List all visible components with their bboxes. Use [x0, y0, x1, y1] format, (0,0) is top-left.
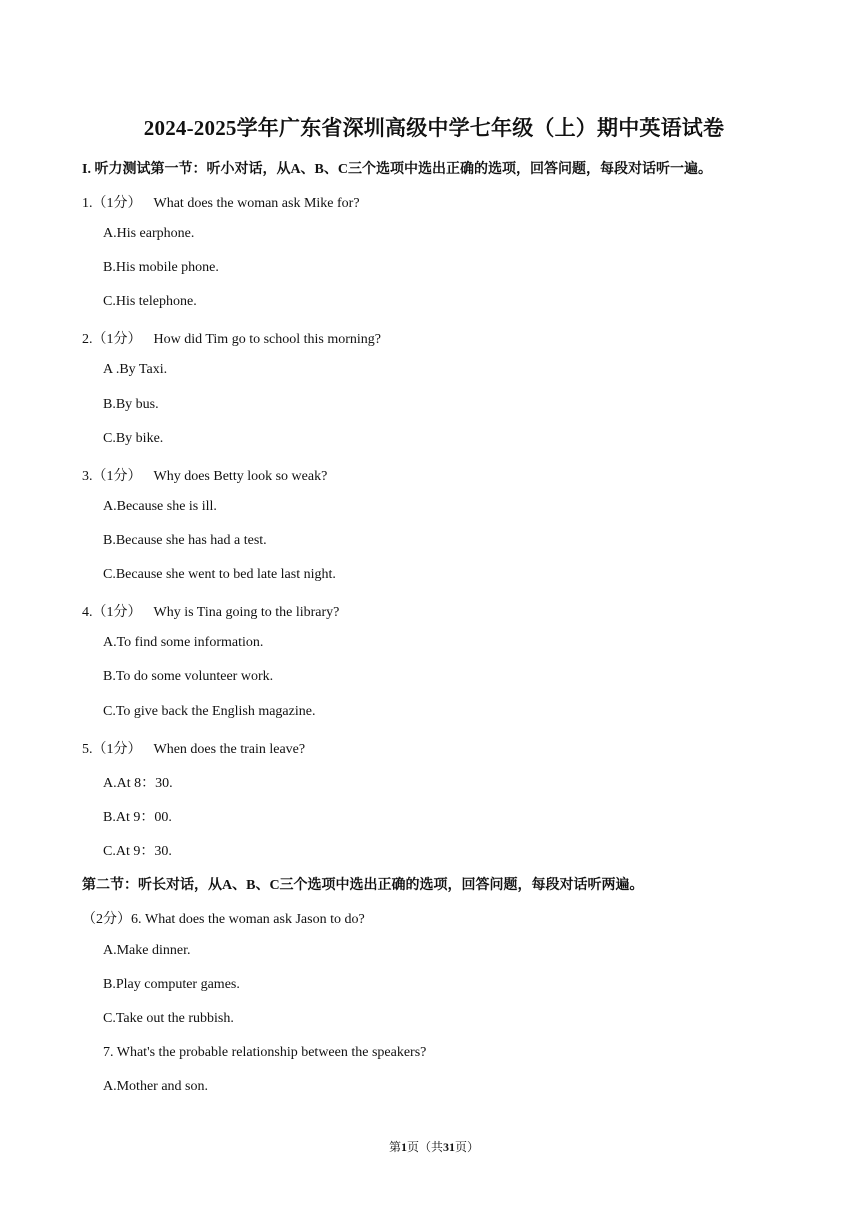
- question-points: （1分）: [92, 196, 142, 211]
- option-6b: B.Play computer games.: [103, 977, 240, 992]
- option-4a: A.To find some information.: [103, 635, 264, 650]
- question-text: What does the woman ask Mike for?: [153, 196, 360, 211]
- option-1a: A.His earphone.: [103, 226, 195, 241]
- question-points: （1分）: [92, 332, 142, 347]
- question-text: 6. What does the woman ask Jason to do?: [131, 912, 365, 927]
- question-text: When does the train leave?: [153, 742, 306, 757]
- question-number: 1.: [82, 196, 93, 211]
- question-points: （1分）: [92, 742, 142, 757]
- question-5: [82, 738, 305, 758]
- option-4b: B.To do some volunteer work.: [103, 669, 274, 684]
- page-title: 2024-2025学年广东省深圳高级中学七年级（上）期中英语试卷: [143, 116, 725, 140]
- question-number: 2.: [82, 332, 93, 347]
- option-6c: C.Take out the rubbish.: [103, 1011, 234, 1026]
- option-5b: B.At 9：00.: [103, 810, 172, 825]
- option-2b: B.By bus.: [103, 397, 159, 412]
- question-7: 7. What's the probable relationship between the speakers?: [103, 1045, 427, 1060]
- question-points: （1分）: [92, 605, 142, 620]
- question-text: Why does Betty look so weak?: [153, 469, 328, 484]
- question-points: （2分）: [82, 912, 131, 927]
- section-heading-2: 第二节：听长对话，从A、B、C三个选项中选出正确的选项，回答问题，每段对话听两遍。: [82, 878, 644, 893]
- option-3a: A.Because she is ill.: [103, 499, 217, 514]
- option-3b: B.Because she has had a test.: [103, 533, 267, 548]
- option-1b: B.His mobile phone.: [103, 260, 219, 275]
- footer-total-pages: 31: [443, 1140, 455, 1154]
- footer-suffix: 页）: [455, 1140, 480, 1154]
- question-number: 4.: [82, 605, 93, 620]
- option-2a: A .By Taxi.: [103, 362, 168, 377]
- question-2: [82, 328, 381, 348]
- option-6a: A.Make dinner.: [103, 943, 191, 958]
- footer-page-number: 1: [400, 1140, 407, 1154]
- question-text: Why is Tina going to the library?: [153, 605, 340, 620]
- question-6: [82, 908, 365, 928]
- option-5a: A.At 8：30.: [103, 776, 173, 791]
- question-number: 3.: [82, 469, 93, 484]
- footer-middle: 页（共: [406, 1140, 443, 1154]
- option-7a: A.Mother and son.: [103, 1079, 208, 1094]
- question-3: [82, 465, 327, 485]
- section-heading-1: I. 听力测试第一节：听小对话，从A、B、C三个选项中选出正确的选项，回答问题，每段对话听一遍。: [82, 162, 713, 177]
- option-1c: C.His telephone.: [103, 294, 197, 309]
- question-4: [82, 601, 339, 621]
- option-5c: C.At 9：30.: [103, 844, 172, 859]
- option-2c: C.By bike.: [103, 431, 164, 446]
- question-1: [82, 192, 360, 212]
- footer-prefix: 第: [388, 1140, 401, 1154]
- page-footer: [0, 1138, 868, 1155]
- question-text: How did Tim go to school this morning?: [153, 332, 382, 347]
- option-4c: C.To give back the English magazine.: [103, 704, 316, 719]
- option-3c: C.Because she went to bed late last night.: [103, 567, 336, 582]
- question-number: 5.: [82, 742, 93, 757]
- question-points: （1分）: [92, 469, 142, 484]
